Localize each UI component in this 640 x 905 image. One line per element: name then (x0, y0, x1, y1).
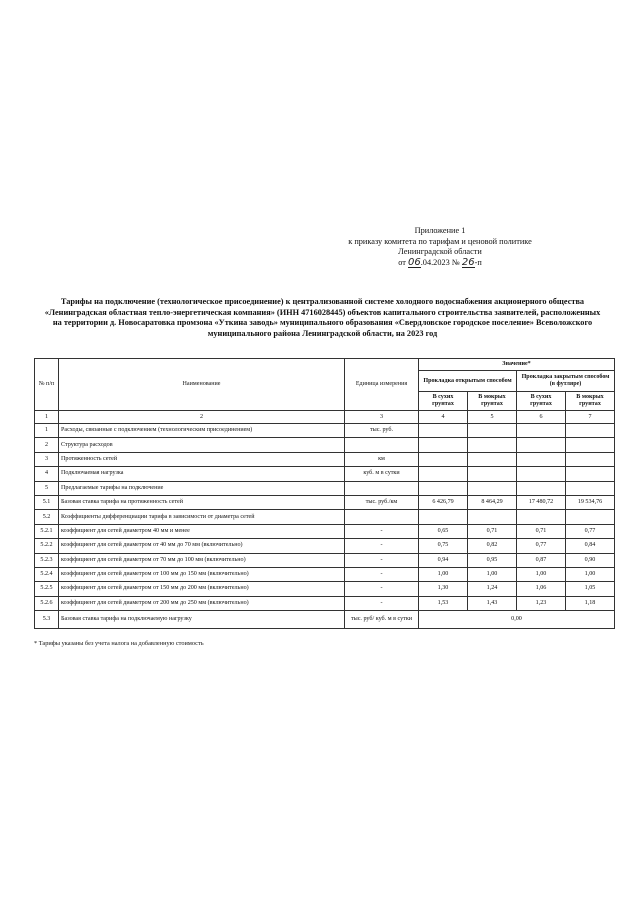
row-value: 1,18 (566, 596, 615, 610)
row-value (566, 424, 615, 438)
row-value: 0,90 (566, 553, 615, 567)
footnote: * Тарифы указаны без учета налога на добавленную стоимость (34, 640, 204, 647)
row-number: 2 (35, 438, 59, 452)
row-value: 0,65 (419, 524, 468, 538)
table-row (35, 424, 615, 438)
row-value (468, 510, 517, 524)
row-unit: - (345, 524, 419, 538)
row-unit: тыс. руб. (345, 424, 419, 438)
row-value: 1,00 (419, 567, 468, 581)
row-unit (345, 438, 419, 452)
row-value: 1,06 (517, 582, 566, 596)
row-number: 5.2 (35, 510, 59, 524)
table-row (35, 510, 615, 524)
row-value: 0,71 (517, 524, 566, 538)
row-value: 0,95 (468, 553, 517, 567)
row-value: 8 464,29 (468, 495, 517, 509)
table-row (35, 452, 615, 466)
row-name: коэффициент для сетей диаметром от 200 мм до 250 мм (включительно) (59, 596, 345, 610)
row-name: коэффициент для сетей диаметром от 70 мм до 100 мм (включительно) (59, 553, 345, 567)
row-value: 19 534,76 (566, 495, 615, 509)
row-value (566, 481, 615, 495)
row-value: 0,94 (419, 553, 468, 567)
header-open-method: Прокладка открытым способом (419, 371, 517, 392)
row-value: 1,05 (566, 582, 615, 596)
row-number: 5.2.2 (35, 539, 59, 553)
column-numbers-row (35, 411, 615, 424)
row-name: коэффициент для сетей диаметром от 100 мм до 150 мм (включительно) (59, 567, 345, 581)
row-number: 1 (35, 424, 59, 438)
row-unit (345, 510, 419, 524)
row-value (468, 438, 517, 452)
header-wet-closed: В мокрых грунтах (566, 392, 615, 411)
table-row (35, 596, 615, 610)
table-row (35, 567, 615, 581)
row-value: 0,77 (517, 539, 566, 553)
header-unit: Единица измерения (345, 359, 419, 411)
row-number: 5.2.4 (35, 567, 59, 581)
row-value (419, 510, 468, 524)
row-value: 0,77 (566, 524, 615, 538)
row-value-merged: 0,00 (419, 611, 615, 629)
row-value (517, 510, 566, 524)
row-number: 5.2.3 (35, 553, 59, 567)
row-value (566, 438, 615, 452)
row-unit: - (345, 596, 419, 610)
row-unit: - (345, 567, 419, 581)
col-number: 2 (59, 411, 345, 424)
row-value: 17 480,72 (517, 495, 566, 509)
row-unit (345, 481, 419, 495)
row-value (419, 438, 468, 452)
row-number: 5.3 (35, 611, 59, 629)
date-prefix: от (398, 257, 406, 267)
row-value (419, 452, 468, 466)
row-number: 5.1 (35, 495, 59, 509)
row-number: 3 (35, 452, 59, 466)
row-name: Коэффициенты дифференциации тарифа в зависимости от диаметра сетей (59, 510, 345, 524)
row-unit: - (345, 553, 419, 567)
row-number: 5 (35, 481, 59, 495)
table-row-base-load (35, 611, 615, 629)
row-number: 5.2.5 (35, 582, 59, 596)
row-value (468, 481, 517, 495)
row-value: 0,87 (517, 553, 566, 567)
row-value (566, 452, 615, 466)
date-middle: .04.2023 № (420, 257, 460, 267)
row-number: 5.2.1 (35, 524, 59, 538)
row-value: 1,00 (468, 567, 517, 581)
row-number: 5.2.6 (35, 596, 59, 610)
table-row (35, 467, 615, 481)
row-value: 0,71 (468, 524, 517, 538)
row-value (566, 510, 615, 524)
row-value: 6 426,79 (419, 495, 468, 509)
appendix-header (330, 226, 550, 268)
table-row (35, 524, 615, 538)
col-number: 4 (419, 411, 468, 424)
row-value (419, 481, 468, 495)
row-value (468, 467, 517, 481)
date-suffix: -п (474, 257, 482, 267)
header-dry-closed: В сухих грунтах (517, 392, 566, 411)
handwritten-number: 26 (461, 256, 475, 268)
row-name: Базовая ставка тарифа на протяженность сетей (59, 495, 345, 509)
row-value (517, 481, 566, 495)
row-unit: тыс. руб./км (345, 495, 419, 509)
table-row (35, 553, 615, 567)
appendix-date-line (330, 258, 550, 269)
row-name: Структура расходов (59, 438, 345, 452)
appendix-line-2: к приказу комитета по тарифам и ценовой политике (348, 236, 532, 246)
row-name: Подключаемая нагрузка (59, 467, 345, 481)
row-value: 1,00 (566, 567, 615, 581)
header-name: Наименование (59, 359, 345, 411)
header-value: Значение* (419, 359, 615, 371)
table-row (35, 495, 615, 509)
row-value: 0,82 (468, 539, 517, 553)
row-name: Базовая ставка тарифа на подключаемую нагрузку (59, 611, 345, 629)
row-value (468, 424, 517, 438)
row-unit: - (345, 539, 419, 553)
row-value (419, 424, 468, 438)
row-number: 4 (35, 467, 59, 481)
col-number: 5 (468, 411, 517, 424)
row-value (517, 467, 566, 481)
appendix-line-1: Приложение 1 (414, 226, 466, 235)
row-value: 1,30 (419, 582, 468, 596)
row-value: 1,23 (517, 596, 566, 610)
row-value (419, 467, 468, 481)
document-title: Тарифы на подключение (технологическое присоединение) к централизованной системе холодного водоснабжения акционерного общества «Ленинградская областная тепло-энергетическая компания» (ИНН 4716028445) объектов капитального строительства заявителей, расположенных на территории д. Новосаратовка промзона «Уткина заводь» муниципального образования «Свердловское городское поселение» Всеволожского муниципального района Ленинградской области, на 2023 год (44, 297, 601, 338)
row-unit: куб. м в сутки (345, 467, 419, 481)
row-value: 1,53 (419, 596, 468, 610)
row-value: 1,24 (468, 582, 517, 596)
row-value (566, 467, 615, 481)
col-number: 6 (517, 411, 566, 424)
row-value (517, 424, 566, 438)
row-unit: км (345, 452, 419, 466)
header-num: № п/п (35, 359, 59, 411)
row-unit: тыс. руб/ куб. м в сутки (345, 611, 419, 629)
row-value (468, 452, 517, 466)
row-value: 1,00 (517, 567, 566, 581)
col-number: 3 (345, 411, 419, 424)
row-name: коэффициент для сетей диаметром 40 мм и менее (59, 524, 345, 538)
row-unit: - (345, 582, 419, 596)
row-value: 1,43 (468, 596, 517, 610)
row-value (517, 452, 566, 466)
appendix-line-3: Ленинградской области (398, 247, 482, 256)
header-wet-open: В мокрых грунтах (468, 392, 517, 411)
row-name: Протяженность сетей (59, 452, 345, 466)
row-value: 0,84 (566, 539, 615, 553)
col-number: 1 (35, 411, 59, 424)
tariff-table (34, 358, 615, 629)
row-name: Предлагаемые тарифы на подключение (59, 481, 345, 495)
row-name: Расходы, связанные с подключением (технологическим присоединением) (59, 424, 345, 438)
handwritten-day: 06 (407, 256, 421, 268)
row-value (517, 438, 566, 452)
table-row (35, 481, 615, 495)
header-closed-method: Прокладка закрытым способом (в футляре) (517, 371, 615, 392)
row-name: коэффициент для сетей диаметром от 40 мм до 70 мм (включительно) (59, 539, 345, 553)
table-row (35, 582, 615, 596)
table-row (35, 438, 615, 452)
header-dry-open: В сухих грунтах (419, 392, 468, 411)
row-name: коэффициент для сетей диаметром от 150 мм до 200 мм (включительно) (59, 582, 345, 596)
col-number: 7 (566, 411, 615, 424)
row-value: 0,75 (419, 539, 468, 553)
table-row (35, 539, 615, 553)
